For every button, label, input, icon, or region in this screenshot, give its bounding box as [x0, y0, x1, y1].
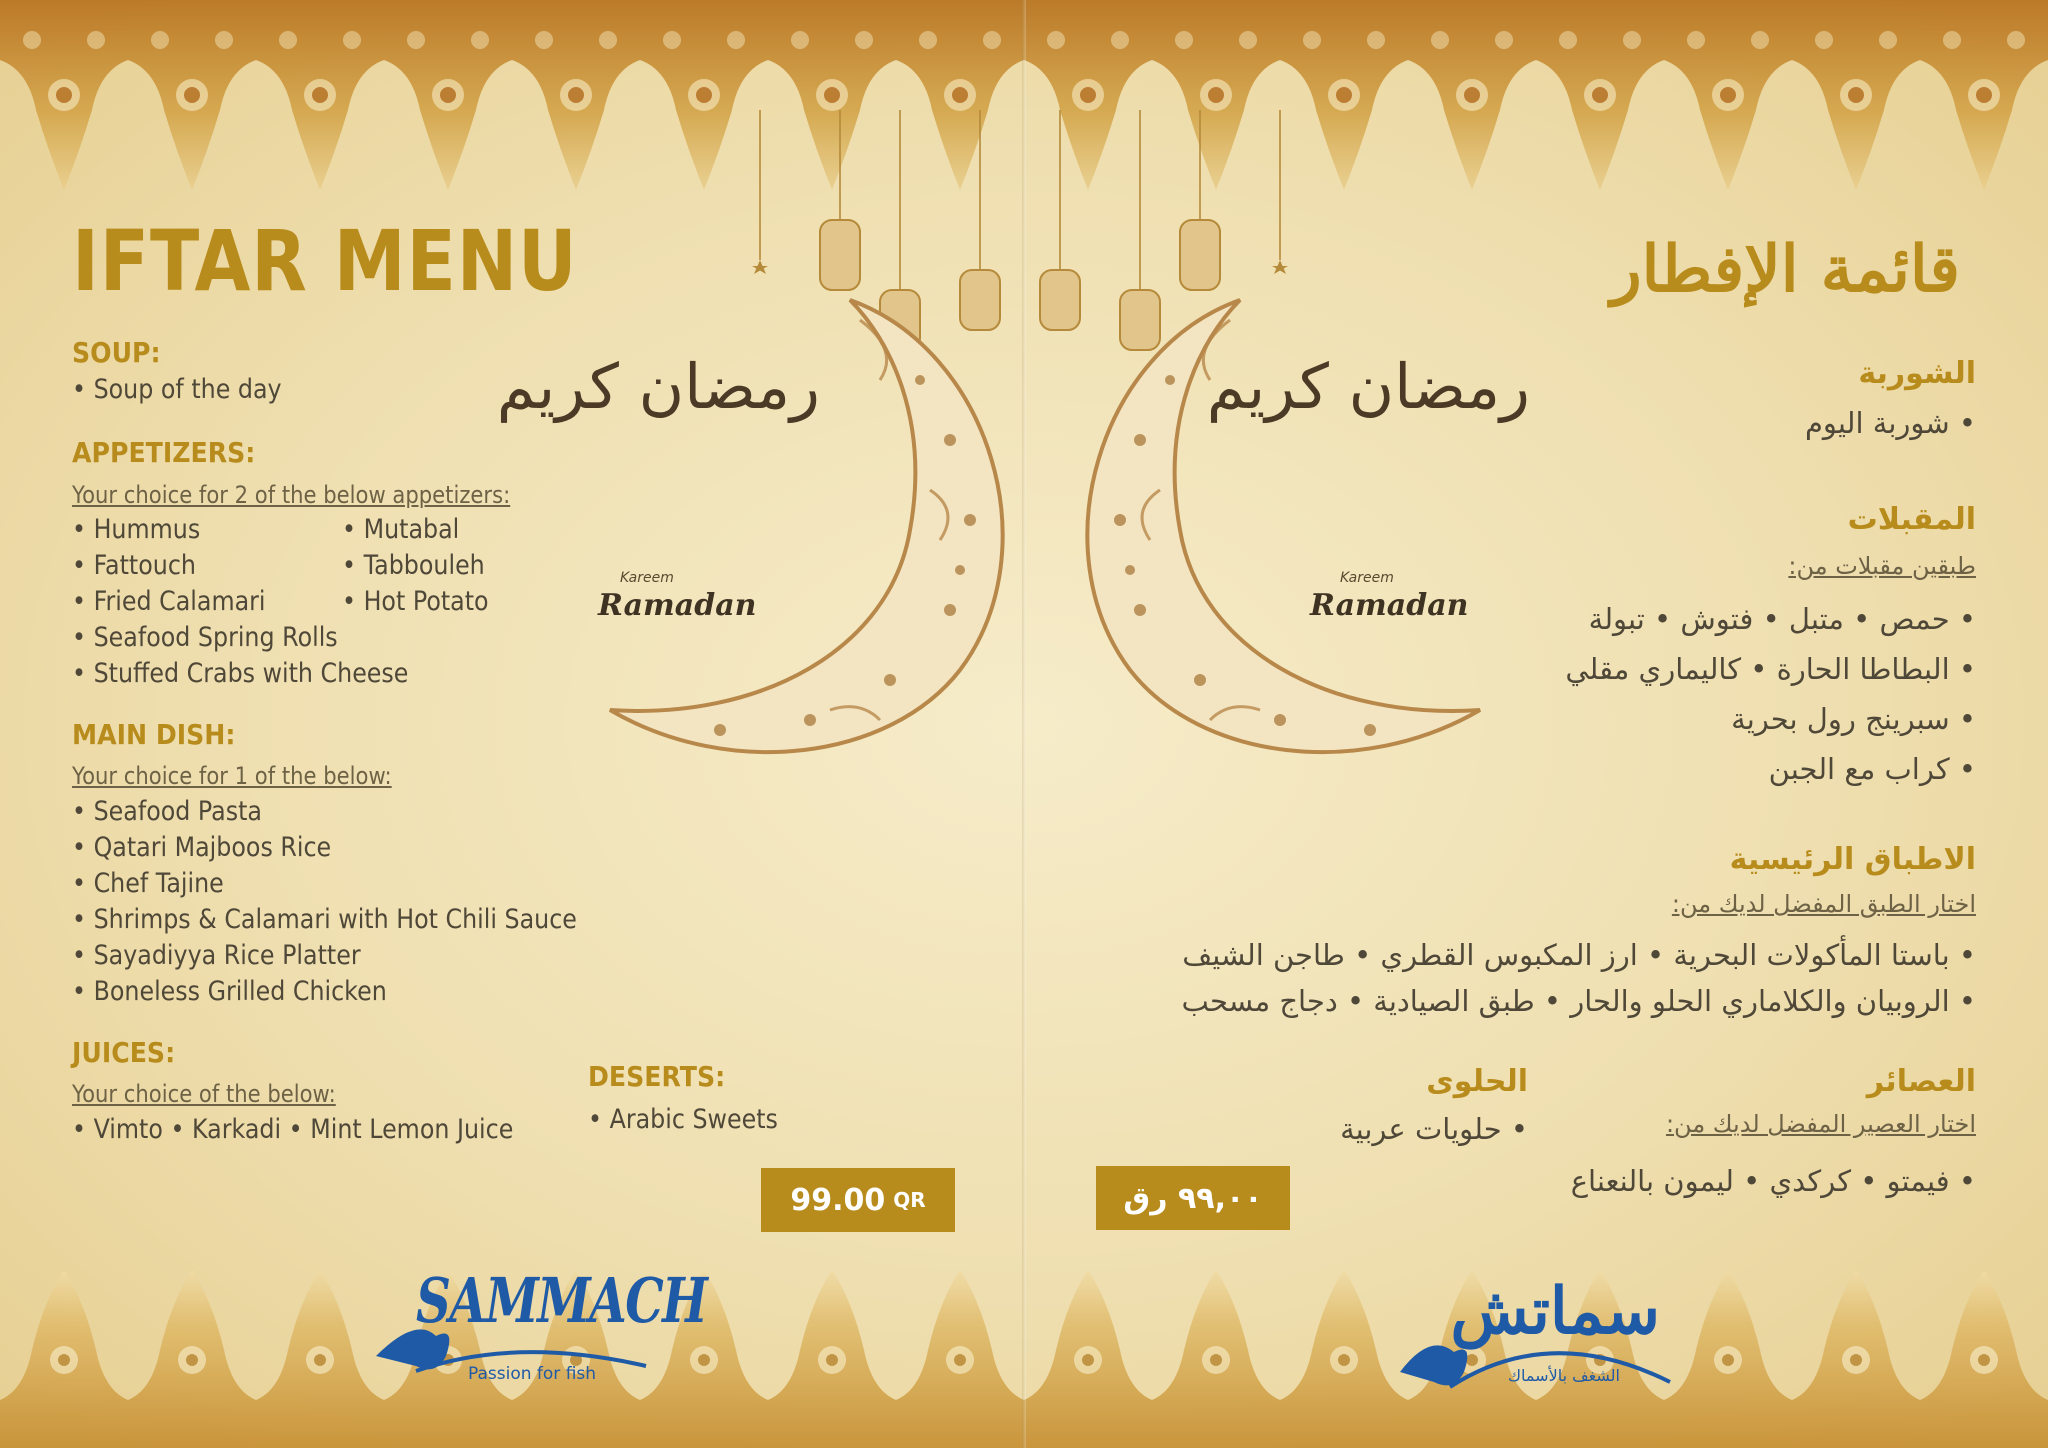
- price-amount-en: 99.00: [790, 1182, 886, 1218]
- appetizers-heading-ar: المقبلات: [1847, 502, 1976, 537]
- main-dish-item: • Chef Tajine: [72, 868, 224, 899]
- main-dish-item: • Sayadiyya Rice Platter: [72, 940, 361, 971]
- appetizer-item: • Hummus: [72, 514, 201, 545]
- juices-item: • Vimto • Karkadi • Mint Lemon Juice: [72, 1114, 514, 1145]
- main-dish-note: Your choice for 1 of the below:: [72, 762, 392, 790]
- menu-title-ar: قائمة الإفطار: [1610, 232, 1960, 307]
- price-badge-en: [761, 1168, 955, 1232]
- soup-item: • Soup of the day: [72, 374, 282, 405]
- sammach-logo-ar: [1390, 1262, 1680, 1402]
- deserts-item: • Arabic Sweets: [588, 1104, 778, 1135]
- juices-note-ar: اختار العصير المفضل لديك من:: [1665, 1110, 1976, 1138]
- ramadan-calligraphy-right: رمضان كريم: [1206, 350, 1530, 423]
- appetizer-item: • Stuffed Crabs with Cheese: [72, 658, 409, 689]
- sammach-logo-en: [376, 1256, 707, 1396]
- appetizer-item: • Tabbouleh: [342, 550, 485, 581]
- main-dish-item-ar: • الروبيان والكلاماري الحلو والحار • طبق الصيادية • دجاج مسحب: [1181, 984, 1976, 1018]
- main-dish-heading-ar: الاطباق الرئيسية: [1729, 842, 1976, 877]
- logo-tagline-ar: الشغف بالأسماك: [1507, 1366, 1620, 1385]
- main-dish-item-ar: • باستا المأكولات البحرية • ارز المكبوس القطري • طاجن الشيف: [1182, 938, 1976, 972]
- main-dish-heading: MAIN DISH:: [72, 718, 236, 751]
- juices-item-ar: • فيمتو • كركدي • ليمون بالنعناع: [1570, 1164, 1976, 1198]
- appetizer-item-ar: • حمص • متبل • فتوش • تبولة: [1588, 602, 1976, 636]
- ramadan-text-right: Ramadan: [1310, 588, 1469, 623]
- logo-tagline-en: Passion for fish: [468, 1364, 597, 1384]
- kareem-text-left: Kareem: [620, 570, 674, 586]
- appetizer-item: • Mutabal: [342, 514, 460, 545]
- appetizers-note: Your choice for 2 of the below appetizers:: [72, 481, 511, 509]
- menu-title-en: IFTAR MENU: [72, 212, 578, 310]
- deserts-heading-ar: الحلوى: [1426, 1064, 1528, 1099]
- main-dish-item: • Shrimps & Calamari with Hot Chili Sauce: [72, 904, 577, 935]
- juices-note: Your choice of the below:: [72, 1080, 336, 1108]
- logo-name-ar: سماتش: [1450, 1274, 1660, 1349]
- appetizer-item: • Fried Calamari: [72, 586, 266, 617]
- appetizer-item-ar: • البطاطا الحارة • كاليماري مقلي: [1565, 652, 1976, 686]
- appetizer-item: • Seafood Spring Rolls: [72, 622, 338, 653]
- price-badge-ar: [1096, 1166, 1290, 1230]
- appetizer-item: • Hot Potato: [342, 586, 489, 617]
- juices-heading: JUICES:: [72, 1036, 176, 1069]
- juices-heading-ar: العصائر: [1866, 1064, 1976, 1099]
- main-dish-note-ar: اختار الطبق المفضل لديك من:: [1671, 890, 1976, 918]
- appetizers-heading: APPETIZERS:: [72, 436, 256, 469]
- appetizers-note-ar: طبقين مقبلات من:: [1788, 552, 1976, 580]
- price-currency-en: QR: [893, 1188, 926, 1212]
- main-dish-item: • Qatari Majboos Rice: [72, 832, 332, 863]
- logo-name-en: SAMMACH: [416, 1264, 707, 1337]
- soup-heading: SOUP:: [72, 336, 161, 369]
- appetizer-item-ar: • سبرينج رول بحرية: [1731, 702, 1976, 736]
- appetizer-item: • Fattouch: [72, 550, 196, 581]
- soup-item-ar: • شوربة اليوم: [1804, 406, 1976, 440]
- ramadan-text-left: Ramadan: [598, 588, 757, 623]
- ramadan-calligraphy-left: رمضان كريم: [496, 350, 820, 423]
- appetizer-item-ar: • كراب مع الجبن: [1768, 752, 1976, 786]
- main-dish-item: • Boneless Grilled Chicken: [72, 976, 387, 1007]
- deserts-heading: DESERTS:: [588, 1060, 726, 1093]
- main-dish-item: • Seafood Pasta: [72, 796, 262, 827]
- soup-heading-ar: الشوربة: [1858, 356, 1976, 391]
- kareem-text-right: Kareem: [1340, 570, 1394, 586]
- price-amount-ar: ٩٩,٠٠ رق: [1123, 1180, 1263, 1216]
- deserts-item-ar: • حلويات عربية: [1340, 1112, 1528, 1146]
